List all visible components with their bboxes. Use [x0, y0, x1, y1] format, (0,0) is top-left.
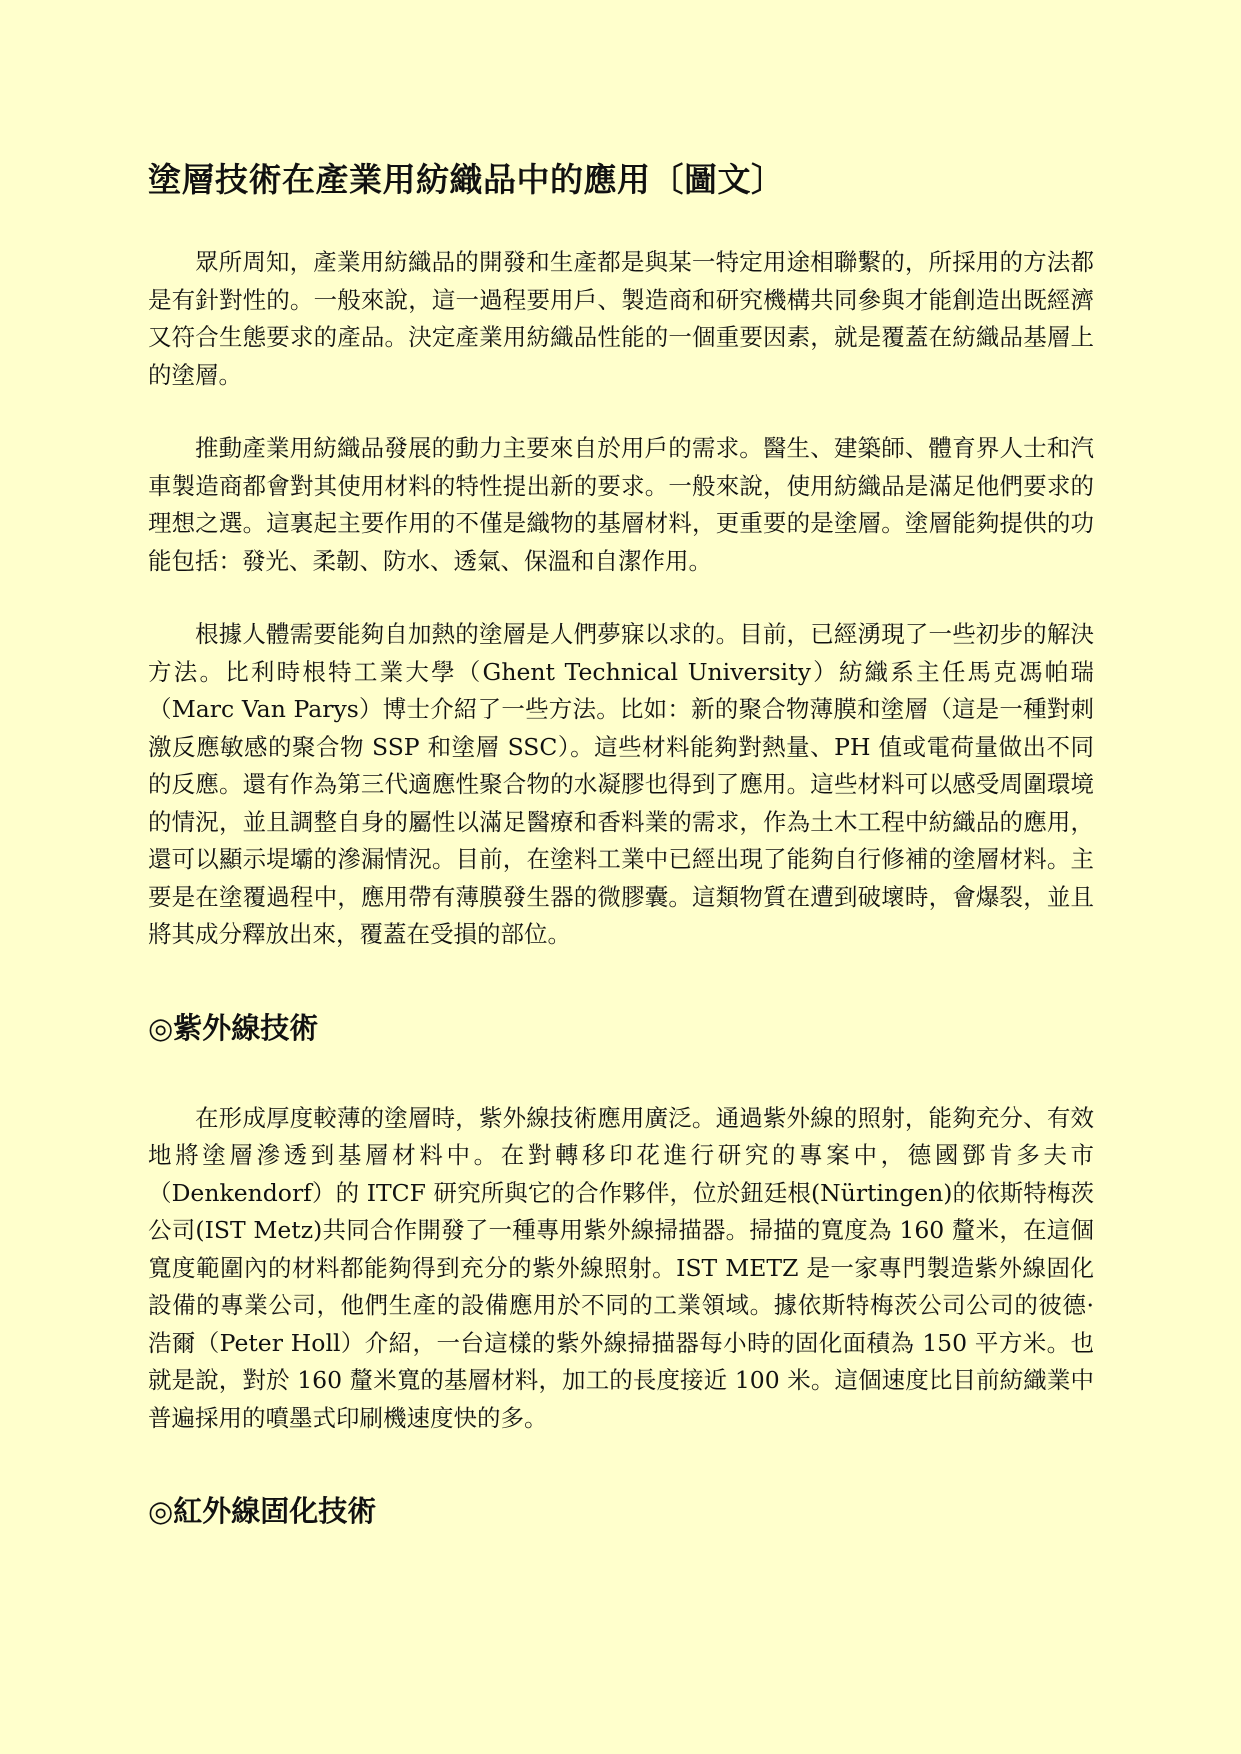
section-heading-infrared: ◎紅外線固化技術 — [148, 1494, 377, 1528]
section-heading-uv: ◎紫外線技術 — [148, 1010, 319, 1045]
document-page — [148, 160, 1094, 1583]
self-heating-paragraph: 根據人體需要能夠自加熱的塗層是人們夢寐以求的。目前，已經湧現了一些初步的解決方法。比利時根特工業大學（Ghent Technical University）紡織系主任馬克馮帕瑞（Marc Van Parys）博士介紹了一些方法。比如：新的聚合物薄膜和塗層（這是一種對刺激反應敏感的聚合物 SSP 和塗層 SSC）。這些材料能夠對熱量、PH 值或電荷量做出不同的反應。還有作為第三代適應性聚合物的水凝膠也得到了應用。這些材料可以感受周圍環境的情況，並且調整自身的屬性以滿足醫療和香料業的需求，作為土木工程中紡織品的應用，還可以顯示堤壩的滲漏情況。目前，在塗料工業中已經出現了能夠自行修補的塗層材料。主要是在塗覆過程中，應用帶有薄膜發生器的微膠囊。這類物質在遭到破壞時，會爆裂，並且將其成分釋放出來，覆蓋在受損的部位。 — [148, 620, 1094, 948]
uv-technology-paragraph: 在形成厚度較薄的塗層時，紫外線技術應用廣泛。通過紫外線的照射，能夠充分、有效地將塗層滲透到基層材料中。在對轉移印花進行研究的專案中，德國鄧肯多夫市（Denkendorf）的 ITCF 研究所與它的合作夥伴，位於鈕廷根(Nürtingen)的依斯特梅茨公司(IST Metz)共同合作開發了一種專用紫外線掃描器。掃描的寬度為 160 釐米，在這個寬度範圍內的材料都能夠得到充分的紫外線照射。IST METZ 是一家專門製造紫外線固化設備的專業公司，他們生產的設備應用於不同的工業領域。據依斯特梅茨公司公司的彼德·浩爾（Peter Holl）介紹，一台這樣的紫外線掃描器每小時的固化面積為 150 平方米。也就是說，對於 160 釐米寬的基層材料，加工的長度接近 100 米。這個速度比目前紡織業中普遍採用的噴墨式印刷機速度快的多。 — [148, 1103, 1094, 1432]
intro-paragraph: 眾所周知，產業用紡織品的開發和生產都是與某一特定用途相聯繫的，所採用的方法都是有針對性的。一般來說，這一過程要用戶、製造商和研究機構共同參與才能創造出既經濟又符合生態要求的產品。決定產業用紡織品性能的一個重要因素，就是覆蓋在紡織品基層上的塗層。 — [148, 248, 1094, 389]
demand-paragraph: 推動產業用紡織品發展的動力主要來自於用戶的需求。醫生、建築師、體育界人士和汽車製造商都會對其使用材料的特性提出新的要求。一般來說，使用紡織品是滿足他們要求的理想之選。這裏起主要作用的不僅是織物的基層材料，更重要的是塗層。塗層能夠提供的功能包括：發光、柔韌、防水、透氣、保溫和自潔作用。 — [148, 434, 1094, 575]
document-title: 塗層技術在產業用紡織品中的應用〔圖文〕 — [148, 160, 785, 199]
